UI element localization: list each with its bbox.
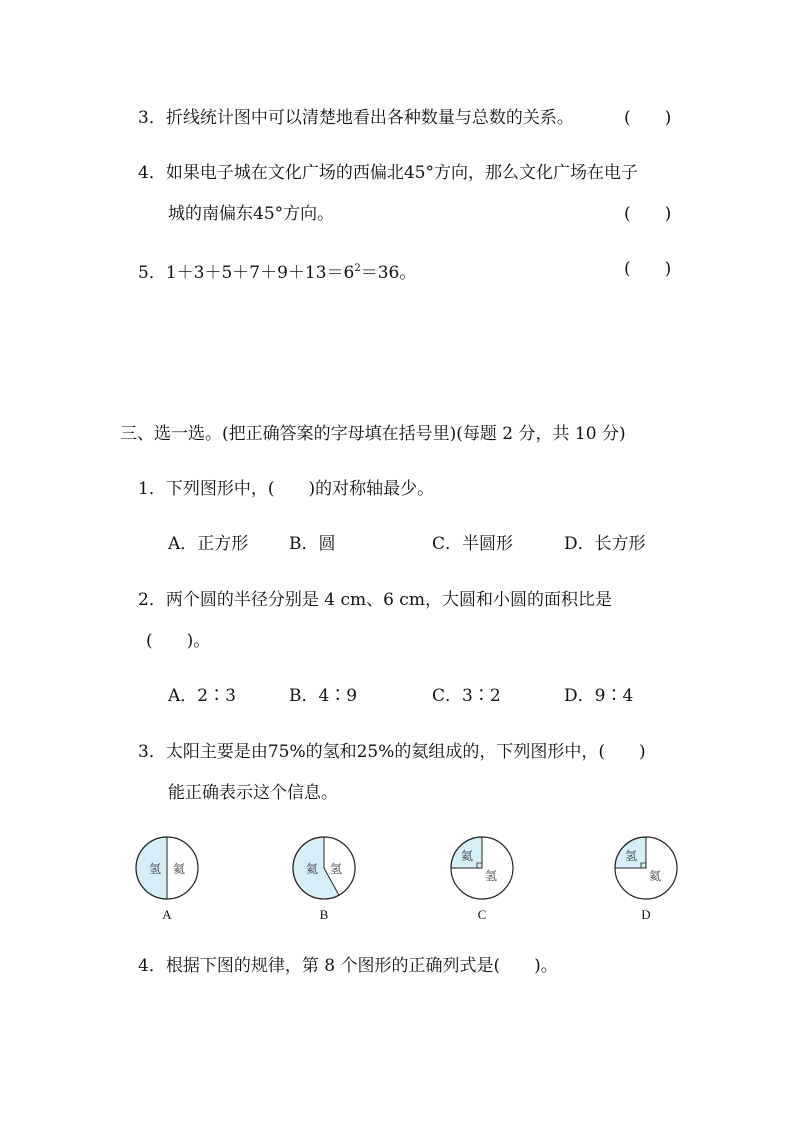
judge-q5-exponent: 2: [354, 263, 361, 274]
choice-q1-option-a[interactable]: A．正方形: [168, 534, 249, 554]
pie-c-label: C: [477, 907, 487, 922]
judge-q3-answer-paren[interactable]: ( ): [624, 108, 672, 128]
choice-q2-text-line1: 2．两个圆的半径分别是 4 cm、6 cm，大圆和小圆的面积比是: [138, 590, 612, 610]
choice-q4-text: 4．根据下图的规律，第 8 个图形的正确列式是( )。: [138, 956, 558, 976]
pie-option-d[interactable]: [611, 835, 681, 925]
judge-q5-num: 5．: [138, 263, 166, 283]
choice-q1-option-b[interactable]: B．圆: [289, 534, 336, 554]
pie-b-graphic: [289, 835, 359, 905]
judge-q5-expr: 1＋3＋5＋7＋9＋13＝6: [165, 263, 355, 283]
judge-q3-text: [138, 107, 574, 129]
choice-q1-text: 1．下列图形中，( )的对称轴最少。: [138, 479, 435, 499]
judge-q4-text-line1: [138, 162, 638, 184]
section-title: 三、选一选。(把正确答案的字母填在括号里)(每题 2 分，共 10 分): [120, 424, 626, 444]
pie-c-graphic: [447, 835, 517, 905]
choice-q2-option-c[interactable]: C．3∶2: [432, 686, 501, 706]
judge-q3-body: 折线统计图中可以清楚地看出各种数量与总数的关系。: [165, 108, 574, 128]
choice-q2-option-d[interactable]: D．9∶4: [564, 686, 634, 706]
choice-q2-option-a[interactable]: A．2∶3: [168, 686, 236, 706]
pie-a-label: A: [162, 907, 172, 922]
pie-sector-label-shaded: 氢: [625, 849, 638, 863]
choice-q2-option-b[interactable]: B．4∶9: [289, 686, 358, 706]
choice-q1-option-c[interactable]: C．半圆形: [432, 534, 514, 554]
choice-q2-text-line2: ( )。: [146, 631, 211, 651]
judge-q5-expr-end: ＝36。: [360, 263, 417, 283]
pie-a-graphic: [132, 835, 202, 905]
pie-b-label: B: [319, 907, 329, 922]
pie-sector-label-unshaded: 氢: [485, 869, 498, 883]
choice-q1-option-d[interactable]: D．长方形: [564, 534, 646, 554]
pie-d-label: D: [641, 907, 651, 922]
pie-sector-label-unshaded: 氦: [649, 869, 662, 883]
pie-sector-label-shaded: 氢: [149, 862, 162, 876]
pie-option-a[interactable]: [132, 835, 202, 925]
judge-q5-answer-paren[interactable]: ( ): [624, 259, 672, 279]
judge-q4-text-line2: 城的南偏东45°方向。: [168, 204, 335, 224]
pie-option-c[interactable]: [447, 835, 517, 925]
pie-sector-label-unshaded: 氦: [173, 862, 186, 876]
choice-q3-text-line2: 能正确表示这个信息。: [168, 783, 338, 803]
pie-sector-label-shaded: 氦: [461, 849, 474, 863]
pie-option-b[interactable]: [289, 835, 359, 925]
pie-sector-label-unshaded: 氢: [330, 862, 343, 876]
judge-q5-text: [138, 258, 416, 284]
choice-q3-text-line1: 3．太阳主要是由75%的氢和25%的氦组成的，下列图形中，( ): [138, 742, 646, 762]
judge-q4-num: 4．: [138, 163, 166, 183]
judge-q4-body1: 如果电子城在文化广场的西偏北45°方向，那么文化广场在电子: [165, 163, 638, 183]
judge-q4-answer-paren[interactable]: ( ): [624, 204, 672, 224]
pie-d-graphic: [611, 835, 681, 905]
judge-q3-num: 3．: [138, 108, 166, 128]
pie-sector-label-shaded: 氦: [306, 862, 319, 876]
